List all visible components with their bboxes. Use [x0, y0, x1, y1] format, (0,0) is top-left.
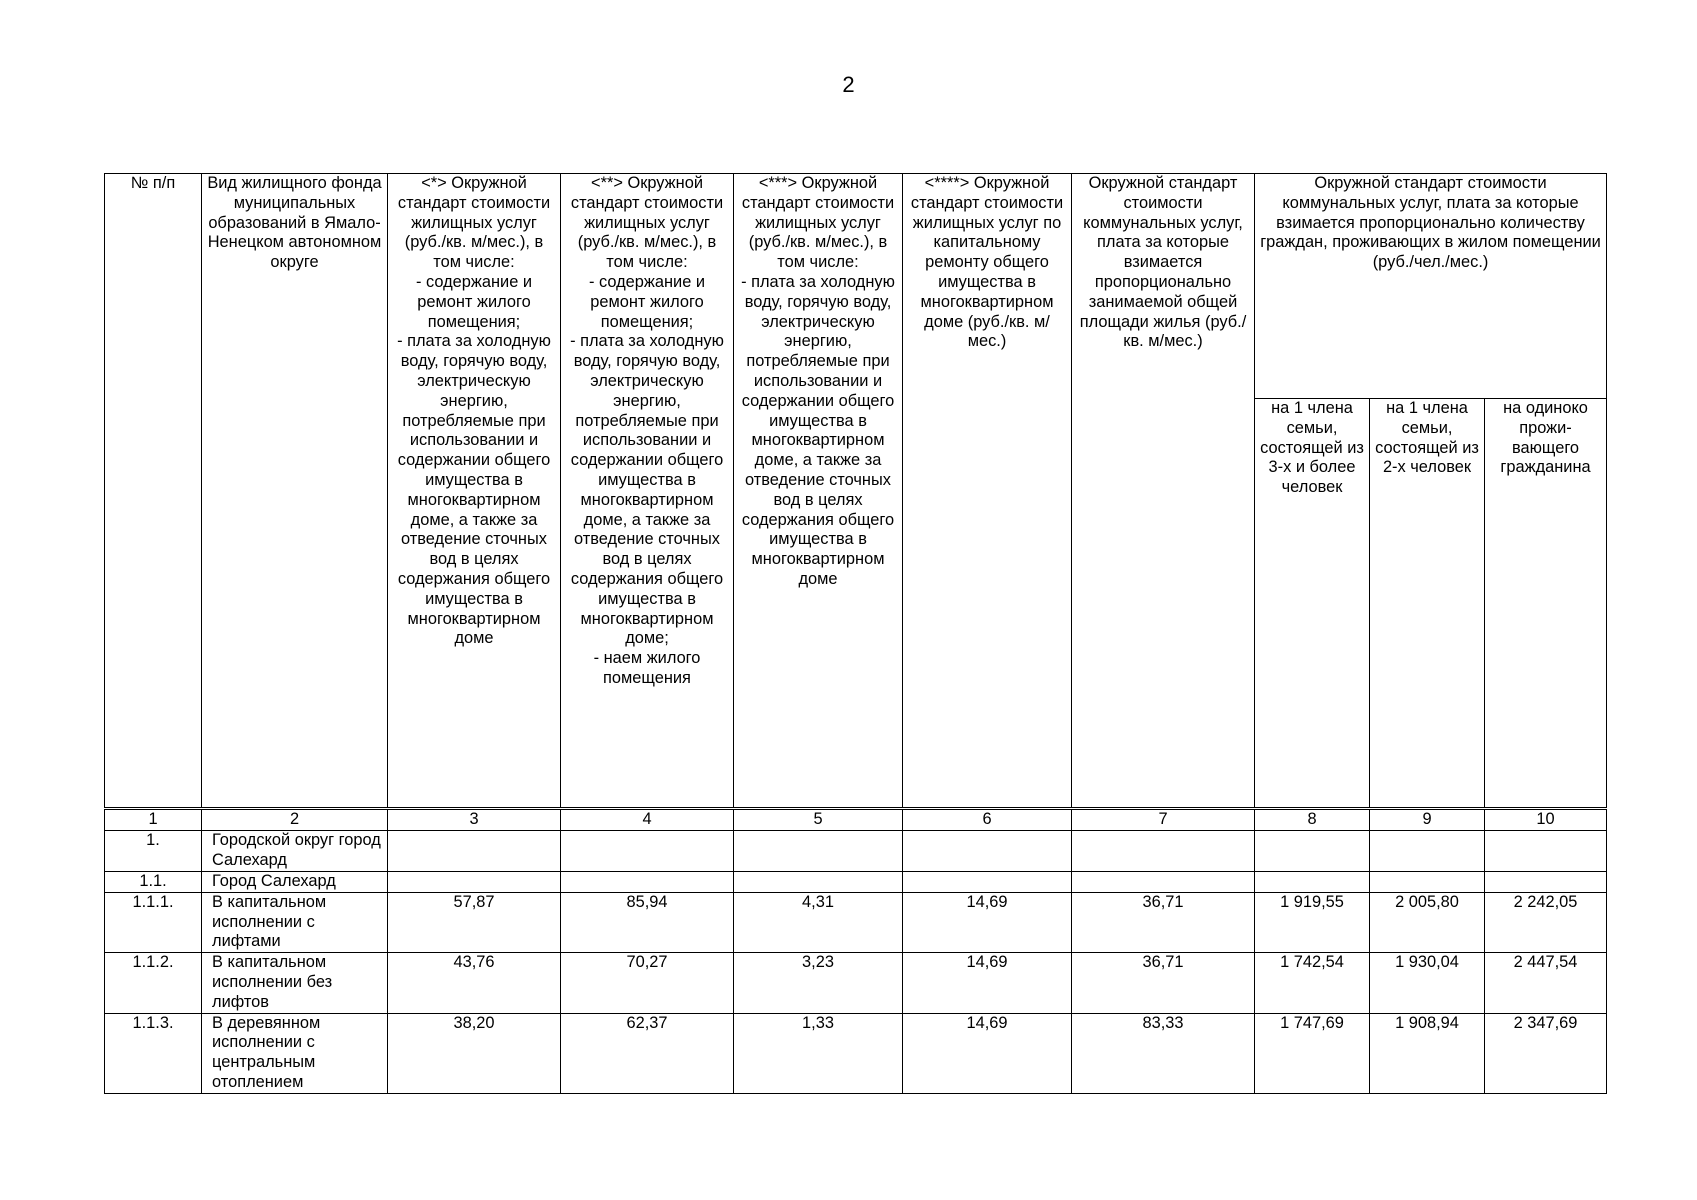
column-number: 4	[561, 809, 734, 831]
value-cell	[1072, 872, 1255, 893]
housing-standards-table	[104, 173, 1607, 1094]
value-cell: 36,71	[1072, 953, 1255, 1013]
value-cell	[1255, 872, 1370, 893]
value-cell: 43,76	[388, 953, 561, 1013]
column-number: 10	[1485, 809, 1607, 831]
header-per-member-3plus: на 1 члена семьи, состоящей из 3-х и более человек	[1255, 399, 1370, 809]
value-cell: 1 747,69	[1255, 1013, 1370, 1093]
header-standard-utilities-per-person-group: Окружной стандарт стоимости коммунальных услуг, плата за которые взимается пропорционально количеству граждан, проживающих в жилом помещении (руб./чел./мес.)	[1255, 174, 1607, 399]
row-number: 1.	[105, 831, 202, 872]
row-name: Городской округ город Салехард	[202, 831, 388, 872]
value-cell: 36,71	[1072, 892, 1255, 952]
value-cell: 1 742,54	[1255, 953, 1370, 1013]
header-number: № п/п	[105, 174, 202, 809]
column-number: 3	[388, 809, 561, 831]
value-cell: 14,69	[903, 892, 1072, 952]
header-standard-housing-services: <*> Окружной стандарт стоимости жилищных услуг (руб./кв. м/мес.), в том числе: - содержание и ремонт жилого помещения; - плата за холодную воду, горячую воду, электрическую энергию, потребляемые при использовании и содержании общего имущества в многоквартирном доме, а также за отведение сточных вод в целях содержания общего имущества в многоквартирном доме	[388, 174, 561, 809]
value-cell: 85,94	[561, 892, 734, 952]
column-number: 7	[1072, 809, 1255, 831]
table-row	[105, 953, 1607, 1013]
column-number-row	[105, 809, 1607, 831]
value-cell: 14,69	[903, 1013, 1072, 1093]
column-number: 5	[734, 809, 903, 831]
row-number: 1.1.3.	[105, 1013, 202, 1093]
table-row	[105, 831, 1607, 872]
row-name: В деревянном исполнении с центральным отоплением	[202, 1013, 388, 1093]
header-standard-housing-services-with-rent: <**> Окружной стандарт стоимости жилищных услуг (руб./кв. м/мес.), в том числе: - содержание и ремонт жилого помещения; - плата за холодную воду, горячую воду, электрическую энергию, потребляемые при использовании и содержании общего имущества в многоквартирном доме, а также за отведение сточных вод в целях содержания общего имущества в многоквартирном доме; - наем жилого помещения	[561, 174, 734, 809]
value-cell	[1255, 831, 1370, 872]
header-per-member-2: на 1 члена семьи, состоящей из 2-х человек	[1370, 399, 1485, 809]
value-cell: 4,31	[734, 892, 903, 952]
value-cell	[1072, 831, 1255, 872]
value-cell: 2 005,80	[1370, 892, 1485, 952]
column-number: 6	[903, 809, 1072, 831]
value-cell: 1 930,04	[1370, 953, 1485, 1013]
header-standard-capital-repair: <****> Окружной стандарт стоимости жилищных услуг по капитальному ремонту общего имущества в многоквартирном доме (руб./кв. м/мес.)	[903, 174, 1072, 809]
value-cell	[388, 872, 561, 893]
header-housing-type: Вид жилищного фонда муниципальных образований в Ямало-Ненецком автономном округе	[202, 174, 388, 809]
value-cell: 83,33	[1072, 1013, 1255, 1093]
value-cell	[561, 831, 734, 872]
column-number: 8	[1255, 809, 1370, 831]
value-cell	[1485, 872, 1607, 893]
column-number: 2	[202, 809, 388, 831]
value-cell	[561, 872, 734, 893]
row-name: В капитальном исполнении с лифтами	[202, 892, 388, 952]
header-single-resident: на одиноко прожи-вающего гражданина	[1485, 399, 1607, 809]
value-cell	[903, 831, 1072, 872]
row-number: 1.1.	[105, 872, 202, 893]
header-standard-utilities-per-area: Окружной стандарт стоимости коммунальных услуг, плата за которые взимается пропорционально занимаемой общей площади жилья (руб./кв. м/мес.)	[1072, 174, 1255, 809]
value-cell: 38,20	[388, 1013, 561, 1093]
housing-standards-table-container	[104, 173, 1606, 1094]
value-cell	[734, 831, 903, 872]
row-name: В капитальном исполнении без лифтов	[202, 953, 388, 1013]
column-number: 9	[1370, 809, 1485, 831]
value-cell: 2 347,69	[1485, 1013, 1607, 1093]
column-number: 1	[105, 809, 202, 831]
value-cell: 2 447,54	[1485, 953, 1607, 1013]
value-cell: 1 919,55	[1255, 892, 1370, 952]
row-number: 1.1.2.	[105, 953, 202, 1013]
table-row	[105, 1013, 1607, 1093]
value-cell: 57,87	[388, 892, 561, 952]
value-cell	[388, 831, 561, 872]
table-row	[105, 892, 1607, 952]
page-number: 2	[842, 72, 855, 97]
value-cell	[1370, 872, 1485, 893]
value-cell: 14,69	[903, 953, 1072, 1013]
header-standard-common-property-utilities: <***> Окружной стандарт стоимости жилищных услуг (руб./кв. м/мес.), в том числе: - плата за холодную воду, горячую воду, электрическую энергию, потребляемые при использовании и содержании общего имущества в многоквартирном доме, а также за отведение сточных вод в целях содержания общего имущества в многоквартирном доме	[734, 174, 903, 809]
value-cell: 2 242,05	[1485, 892, 1607, 952]
table-row	[105, 872, 1607, 893]
value-cell: 3,23	[734, 953, 903, 1013]
value-cell	[1485, 831, 1607, 872]
value-cell: 1 908,94	[1370, 1013, 1485, 1093]
value-cell	[903, 872, 1072, 893]
value-cell	[1370, 831, 1485, 872]
value-cell	[734, 872, 903, 893]
value-cell: 70,27	[561, 953, 734, 1013]
row-number: 1.1.1.	[105, 892, 202, 952]
header-row-top	[105, 174, 1607, 399]
row-name: Город Салехард	[202, 872, 388, 893]
value-cell: 62,37	[561, 1013, 734, 1093]
value-cell: 1,33	[734, 1013, 903, 1093]
